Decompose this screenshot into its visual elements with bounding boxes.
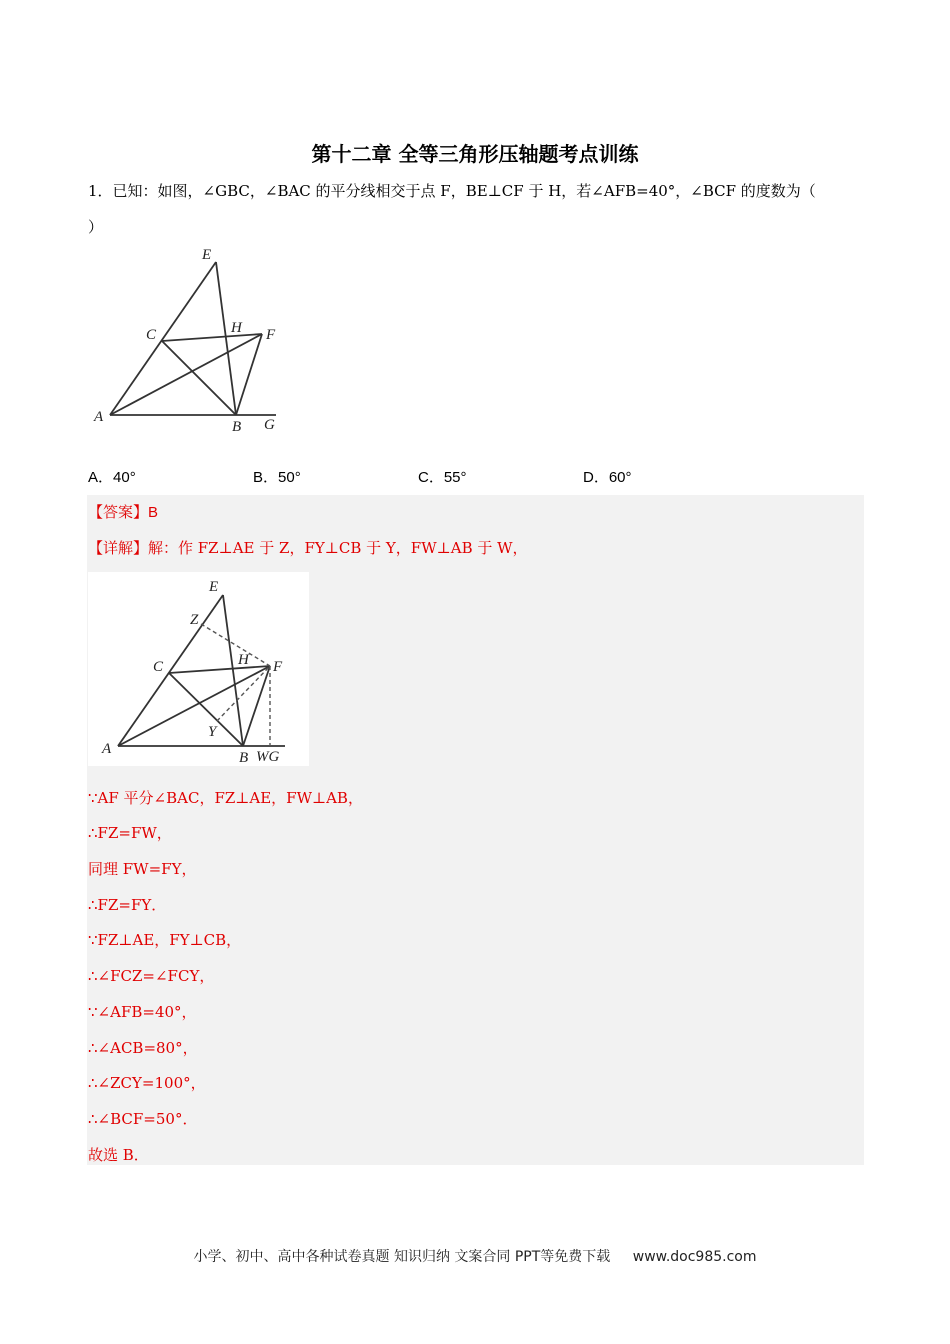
label-wg: WG <box>256 749 280 765</box>
step-7: ∵∠AFB=40°， <box>88 1003 197 1021</box>
label-e: E <box>209 579 219 595</box>
step-2: ∴FZ=FW， <box>88 824 172 842</box>
answer-figure <box>88 572 309 766</box>
label-h: H <box>231 320 242 336</box>
question-text-continued: ） <box>88 218 104 236</box>
step-1: ∵AF 平分∠BAC，FZ⊥AE，FW⊥AB， <box>88 789 363 807</box>
option-a: A．40° <box>88 469 136 486</box>
step-6: ∴∠FCZ=∠FCY， <box>88 967 215 985</box>
label-z: Z <box>190 612 199 628</box>
step-3: 同理 FW=FY， <box>88 860 197 878</box>
step-4: ∴FZ=FY． <box>88 896 167 914</box>
step-10: ∴∠BCF=50°． <box>88 1110 198 1128</box>
label-f: F <box>266 327 276 343</box>
label-c: C <box>153 659 164 675</box>
label-c: C <box>146 327 157 343</box>
answer-line: 【答案】B <box>88 504 159 521</box>
step-5: ∵FZ⊥AE，FY⊥CB， <box>88 931 242 949</box>
step-8: ∴∠ACB=80°， <box>88 1039 198 1057</box>
label-h: H <box>238 652 249 668</box>
label-a: A <box>94 409 104 425</box>
option-c: C．55° <box>418 469 467 486</box>
step-11: 故选 B． <box>88 1146 149 1164</box>
label-g: G <box>264 417 275 433</box>
label-b: B <box>239 750 249 766</box>
label-y: Y <box>208 724 217 740</box>
footer-text: 小学、初中、高中各种试卷真题 知识归纳 文案合同 PPT等免费下载 <box>193 1249 611 1265</box>
detail-line: 【详解】解：作 FZ⊥AE 于 Z，FY⊥CB 于 Y，FW⊥AB 于 W， <box>88 539 528 557</box>
label-f: F <box>273 659 283 675</box>
step-9: ∴∠ZCY=100°， <box>88 1074 206 1092</box>
footer <box>0 1246 950 1266</box>
label-e: E <box>202 247 212 263</box>
footer-link[interactable]: www.doc985.com <box>632 1249 757 1265</box>
label-a: A <box>102 741 112 757</box>
page-title: 第十二章 全等三角形压轴题考点训练 <box>311 142 639 166</box>
question-figure <box>88 240 288 440</box>
question-text: 1．已知：如图，∠GBC，∠BAC 的平分线相交于点 F，BE⊥CF 于 H，若∠AFB=40°，∠BCF 的度数为（ <box>88 182 816 200</box>
option-d: D．60° <box>583 469 632 486</box>
option-b: B．50° <box>253 469 301 486</box>
label-b: B <box>232 419 242 435</box>
